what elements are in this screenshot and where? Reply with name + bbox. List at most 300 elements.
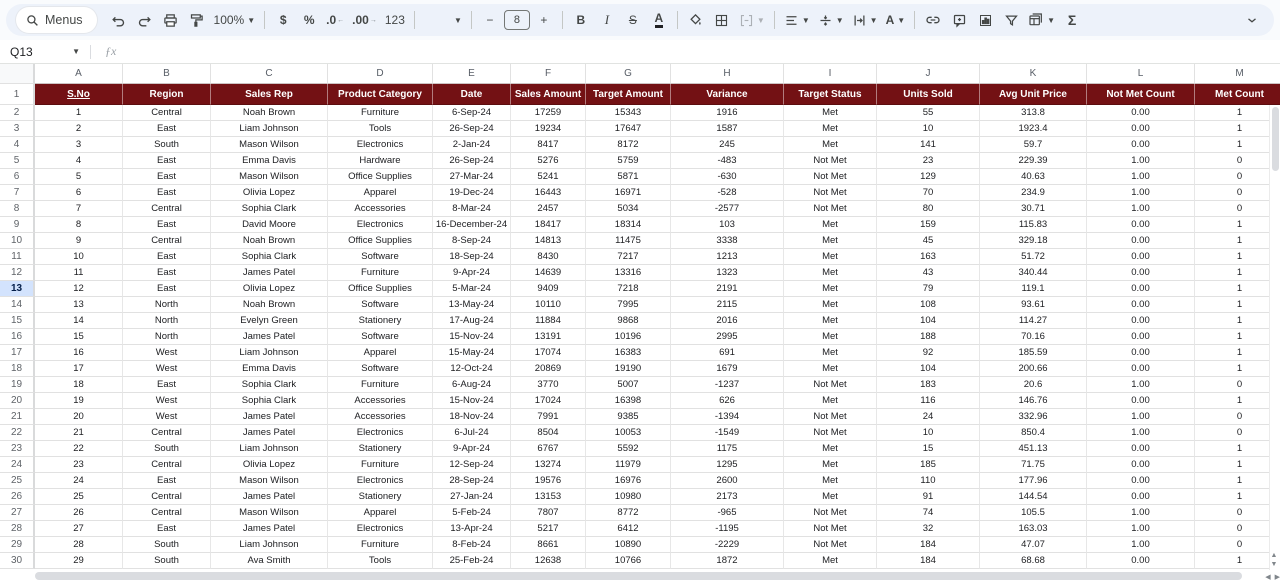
cell-K10[interactable]: [980, 233, 1087, 249]
cell-L17[interactable]: [1087, 345, 1195, 361]
cell-A21[interactable]: [35, 409, 123, 425]
cell-K18[interactable]: [980, 361, 1087, 377]
cell-D28[interactable]: [328, 521, 433, 537]
cell-L24[interactable]: [1087, 457, 1195, 473]
column-header-l[interactable]: L: [1087, 64, 1195, 84]
cell-C11[interactable]: [211, 249, 328, 265]
cell-E25[interactable]: [433, 473, 511, 489]
cell-L22[interactable]: [1087, 425, 1195, 441]
cell-A18[interactable]: [35, 361, 123, 377]
text-wrap-button[interactable]: [849, 8, 881, 32]
cell-I16[interactable]: [784, 329, 877, 345]
cell-C25[interactable]: [211, 473, 328, 489]
cell-A23[interactable]: [35, 441, 123, 457]
cell-F12[interactable]: [511, 265, 586, 281]
cell-J17[interactable]: [877, 345, 980, 361]
cell-G13[interactable]: [586, 281, 671, 297]
row-header-24[interactable]: 24: [0, 457, 35, 473]
cell-D8[interactable]: [328, 201, 433, 217]
cell-G8[interactable]: [586, 201, 671, 217]
cell-L29[interactable]: [1087, 537, 1195, 553]
cell-F28[interactable]: [511, 521, 586, 537]
cell-B11[interactable]: [123, 249, 211, 265]
cell-B24[interactable]: [123, 457, 211, 473]
row-header-29[interactable]: 29: [0, 537, 35, 553]
cell-G24[interactable]: [586, 457, 671, 473]
row-header-20[interactable]: 20: [0, 393, 35, 409]
cell-A7[interactable]: [35, 185, 123, 201]
zoom-select[interactable]: [211, 8, 259, 32]
cell-G3[interactable]: [586, 121, 671, 137]
cell-K13[interactable]: [980, 281, 1087, 297]
cell-I25[interactable]: [784, 473, 877, 489]
cell-G17[interactable]: [586, 345, 671, 361]
cell-F6[interactable]: [511, 169, 586, 185]
cell-I5[interactable]: [784, 153, 877, 169]
cell-H10[interactable]: [671, 233, 784, 249]
cell-J22[interactable]: [877, 425, 980, 441]
cell-D27[interactable]: [328, 505, 433, 521]
cell-L18[interactable]: [1087, 361, 1195, 377]
cell-L10[interactable]: [1087, 233, 1195, 249]
cell-E1[interactable]: [433, 84, 511, 105]
cell-D14[interactable]: [328, 297, 433, 313]
cell-J21[interactable]: [877, 409, 980, 425]
cell-G12[interactable]: [586, 265, 671, 281]
cell-L27[interactable]: [1087, 505, 1195, 521]
cell-K12[interactable]: [980, 265, 1087, 281]
cell-J11[interactable]: [877, 249, 980, 265]
cell-G26[interactable]: [586, 489, 671, 505]
row-header-3[interactable]: 3: [0, 121, 35, 137]
cell-C18[interactable]: [211, 361, 328, 377]
cell-L6[interactable]: [1087, 169, 1195, 185]
cell-D17[interactable]: [328, 345, 433, 361]
cell-H22[interactable]: [671, 425, 784, 441]
cell-I2[interactable]: [784, 105, 877, 121]
hide-menus-button[interactable]: [1240, 8, 1264, 32]
cell-B22[interactable]: [123, 425, 211, 441]
cell-B17[interactable]: [123, 345, 211, 361]
cell-F30[interactable]: [511, 553, 586, 569]
cell-I29[interactable]: [784, 537, 877, 553]
cell-D3[interactable]: [328, 121, 433, 137]
cell-H14[interactable]: [671, 297, 784, 313]
cell-B26[interactable]: [123, 489, 211, 505]
cell-K22[interactable]: [980, 425, 1087, 441]
cell-A8[interactable]: [35, 201, 123, 217]
cell-F15[interactable]: [511, 313, 586, 329]
cell-D21[interactable]: [328, 409, 433, 425]
cell-D20[interactable]: [328, 393, 433, 409]
cell-A17[interactable]: [35, 345, 123, 361]
cell-H30[interactable]: [671, 553, 784, 569]
cell-B19[interactable]: [123, 377, 211, 393]
cell-E17[interactable]: [433, 345, 511, 361]
cell-E13[interactable]: [433, 281, 511, 297]
cell-F8[interactable]: [511, 201, 586, 217]
cell-L16[interactable]: [1087, 329, 1195, 345]
cell-J12[interactable]: [877, 265, 980, 281]
cell-H28[interactable]: [671, 521, 784, 537]
cell-H25[interactable]: [671, 473, 784, 489]
cell-I20[interactable]: [784, 393, 877, 409]
cell-J30[interactable]: [877, 553, 980, 569]
menus-search-button[interactable]: [16, 7, 97, 33]
cell-M22[interactable]: [1195, 425, 1280, 441]
cell-J7[interactable]: [877, 185, 980, 201]
font-size-input[interactable]: [504, 10, 530, 30]
cell-A29[interactable]: [35, 537, 123, 553]
cell-D6[interactable]: [328, 169, 433, 185]
cell-D22[interactable]: [328, 425, 433, 441]
cell-C9[interactable]: [211, 217, 328, 233]
cell-K14[interactable]: [980, 297, 1087, 313]
cell-E6[interactable]: [433, 169, 511, 185]
cell-K28[interactable]: [980, 521, 1087, 537]
cell-L26[interactable]: [1087, 489, 1195, 505]
cell-M8[interactable]: [1195, 201, 1280, 217]
cell-C12[interactable]: [211, 265, 328, 281]
cell-L11[interactable]: [1087, 249, 1195, 265]
cell-C13[interactable]: [211, 281, 328, 297]
cell-J1[interactable]: [877, 84, 980, 105]
cell-F21[interactable]: [511, 409, 586, 425]
cell-H4[interactable]: [671, 137, 784, 153]
cell-L13[interactable]: [1087, 281, 1195, 297]
row-header-21[interactable]: 21: [0, 409, 35, 425]
cell-F29[interactable]: [511, 537, 586, 553]
cell-E22[interactable]: [433, 425, 511, 441]
column-header-a[interactable]: A: [35, 64, 123, 84]
cell-K29[interactable]: [980, 537, 1087, 553]
cell-D30[interactable]: [328, 553, 433, 569]
cell-K16[interactable]: [980, 329, 1087, 345]
cell-L20[interactable]: [1087, 393, 1195, 409]
cell-J29[interactable]: [877, 537, 980, 553]
column-header-c[interactable]: C: [211, 64, 328, 84]
cell-B18[interactable]: [123, 361, 211, 377]
cell-K1[interactable]: [980, 84, 1087, 105]
cell-A27[interactable]: [35, 505, 123, 521]
cell-A13[interactable]: [35, 281, 123, 297]
cell-L19[interactable]: [1087, 377, 1195, 393]
cell-H24[interactable]: [671, 457, 784, 473]
redo-button[interactable]: [133, 8, 157, 32]
cell-L5[interactable]: [1087, 153, 1195, 169]
fill-color-button[interactable]: [684, 8, 708, 32]
select-all-corner[interactable]: [0, 64, 35, 84]
cell-E10[interactable]: [433, 233, 511, 249]
cell-M13[interactable]: [1195, 281, 1280, 297]
cell-C29[interactable]: [211, 537, 328, 553]
cell-L25[interactable]: [1087, 473, 1195, 489]
row-header-30[interactable]: 30: [0, 553, 35, 569]
horizontal-scroll-arrows[interactable]: [1265, 574, 1280, 581]
cell-C17[interactable]: [211, 345, 328, 361]
cell-D18[interactable]: [328, 361, 433, 377]
vertical-scrollbar-thumb[interactable]: [1272, 107, 1279, 171]
cell-C30[interactable]: [211, 553, 328, 569]
cell-A30[interactable]: [35, 553, 123, 569]
cell-B5[interactable]: [123, 153, 211, 169]
cell-F18[interactable]: [511, 361, 586, 377]
cell-F19[interactable]: [511, 377, 586, 393]
cell-B21[interactable]: [123, 409, 211, 425]
cell-G2[interactable]: [586, 105, 671, 121]
increase-decimal-button[interactable]: .00 →: [352, 13, 377, 27]
cell-K7[interactable]: [980, 185, 1087, 201]
cell-M11[interactable]: [1195, 249, 1280, 265]
decrease-decimal-button[interactable]: .0 ←: [326, 13, 345, 27]
cell-G19[interactable]: [586, 377, 671, 393]
column-header-m[interactable]: M: [1195, 64, 1280, 84]
cell-H12[interactable]: [671, 265, 784, 281]
cell-J13[interactable]: [877, 281, 980, 297]
column-header-f[interactable]: F: [511, 64, 586, 84]
cell-K5[interactable]: [980, 153, 1087, 169]
cell-J15[interactable]: [877, 313, 980, 329]
cell-K3[interactable]: [980, 121, 1087, 137]
cell-E30[interactable]: [433, 553, 511, 569]
cell-G9[interactable]: [586, 217, 671, 233]
cell-I17[interactable]: [784, 345, 877, 361]
cell-H20[interactable]: [671, 393, 784, 409]
scroll-left-icon[interactable]: ◀: [1265, 574, 1271, 581]
cell-H17[interactable]: [671, 345, 784, 361]
format-currency-button[interactable]: [271, 8, 295, 32]
cell-K6[interactable]: [980, 169, 1087, 185]
cell-E19[interactable]: [433, 377, 511, 393]
cell-C20[interactable]: [211, 393, 328, 409]
cell-G21[interactable]: [586, 409, 671, 425]
cell-J19[interactable]: [877, 377, 980, 393]
cell-G22[interactable]: [586, 425, 671, 441]
cell-K15[interactable]: [980, 313, 1087, 329]
cell-G10[interactable]: [586, 233, 671, 249]
cell-F25[interactable]: [511, 473, 586, 489]
cell-A14[interactable]: [35, 297, 123, 313]
row-header-7[interactable]: 7: [0, 185, 35, 201]
cell-F3[interactable]: [511, 121, 586, 137]
row-header-19[interactable]: 19: [0, 377, 35, 393]
cell-G6[interactable]: [586, 169, 671, 185]
cell-M5[interactable]: [1195, 153, 1280, 169]
cell-D12[interactable]: [328, 265, 433, 281]
cell-L3[interactable]: [1087, 121, 1195, 137]
cell-A25[interactable]: [35, 473, 123, 489]
cell-G27[interactable]: [586, 505, 671, 521]
cell-E8[interactable]: [433, 201, 511, 217]
cell-D5[interactable]: [328, 153, 433, 169]
undo-button[interactable]: [107, 8, 131, 32]
cell-E3[interactable]: [433, 121, 511, 137]
cell-A5[interactable]: [35, 153, 123, 169]
scroll-up-icon[interactable]: ▲: [1270, 552, 1278, 559]
cell-C24[interactable]: [211, 457, 328, 473]
cell-D19[interactable]: [328, 377, 433, 393]
cell-E4[interactable]: [433, 137, 511, 153]
cell-G28[interactable]: [586, 521, 671, 537]
table-views-button[interactable]: [1025, 8, 1058, 32]
cell-H15[interactable]: [671, 313, 784, 329]
italic-button[interactable]: [595, 8, 619, 32]
column-header-i[interactable]: I: [784, 64, 877, 84]
cell-J26[interactable]: [877, 489, 980, 505]
cell-E5[interactable]: [433, 153, 511, 169]
cell-M7[interactable]: [1195, 185, 1280, 201]
row-header-27[interactable]: 27: [0, 505, 35, 521]
cell-F14[interactable]: [511, 297, 586, 313]
cell-H27[interactable]: [671, 505, 784, 521]
cell-B30[interactable]: [123, 553, 211, 569]
cell-F20[interactable]: [511, 393, 586, 409]
cell-M9[interactable]: [1195, 217, 1280, 233]
insert-link-button[interactable]: [921, 8, 945, 32]
cell-I13[interactable]: [784, 281, 877, 297]
cell-A4[interactable]: [35, 137, 123, 153]
cell-M4[interactable]: [1195, 137, 1280, 153]
merge-cells-button[interactable]: [736, 8, 768, 32]
cell-B6[interactable]: [123, 169, 211, 185]
cell-I22[interactable]: [784, 425, 877, 441]
cell-H7[interactable]: [671, 185, 784, 201]
cell-J20[interactable]: [877, 393, 980, 409]
cell-I15[interactable]: [784, 313, 877, 329]
cell-L23[interactable]: [1087, 441, 1195, 457]
cell-M25[interactable]: [1195, 473, 1280, 489]
cell-F5[interactable]: [511, 153, 586, 169]
cell-I23[interactable]: [784, 441, 877, 457]
cell-B20[interactable]: [123, 393, 211, 409]
cell-B14[interactable]: [123, 297, 211, 313]
cell-K19[interactable]: [980, 377, 1087, 393]
cell-E11[interactable]: [433, 249, 511, 265]
horizontal-scrollbar-thumb[interactable]: [35, 572, 1242, 580]
cell-C19[interactable]: [211, 377, 328, 393]
cell-F10[interactable]: [511, 233, 586, 249]
cell-D11[interactable]: [328, 249, 433, 265]
cell-D9[interactable]: [328, 217, 433, 233]
cell-B15[interactable]: [123, 313, 211, 329]
cell-H5[interactable]: [671, 153, 784, 169]
cell-B28[interactable]: [123, 521, 211, 537]
borders-button[interactable]: [710, 8, 734, 32]
cell-I26[interactable]: [784, 489, 877, 505]
cell-F23[interactable]: [511, 441, 586, 457]
cell-E18[interactable]: [433, 361, 511, 377]
column-header-g[interactable]: G: [586, 64, 671, 84]
cell-A28[interactable]: [35, 521, 123, 537]
cell-I28[interactable]: [784, 521, 877, 537]
cell-D25[interactable]: [328, 473, 433, 489]
cell-L12[interactable]: [1087, 265, 1195, 281]
cell-M23[interactable]: [1195, 441, 1280, 457]
cell-I12[interactable]: [784, 265, 877, 281]
cell-I11[interactable]: [784, 249, 877, 265]
cell-E23[interactable]: [433, 441, 511, 457]
row-header-11[interactable]: 11: [0, 249, 35, 265]
cell-H23[interactable]: [671, 441, 784, 457]
row-header-8[interactable]: 8: [0, 201, 35, 217]
cell-A26[interactable]: [35, 489, 123, 505]
cell-M19[interactable]: [1195, 377, 1280, 393]
cell-D2[interactable]: [328, 105, 433, 121]
cell-L1[interactable]: [1087, 84, 1195, 105]
font-family-select[interactable]: [421, 8, 465, 32]
cell-F7[interactable]: [511, 185, 586, 201]
cell-C10[interactable]: [211, 233, 328, 249]
text-rotation-button[interactable]: [883, 8, 909, 32]
cell-E16[interactable]: [433, 329, 511, 345]
cell-F11[interactable]: [511, 249, 586, 265]
cell-D13[interactable]: [328, 281, 433, 297]
cell-I24[interactable]: [784, 457, 877, 473]
insert-comment-button[interactable]: [947, 8, 971, 32]
column-header-d[interactable]: D: [328, 64, 433, 84]
strikethrough-button[interactable]: [621, 8, 645, 32]
decrease-font-size-button[interactable]: [478, 8, 502, 32]
cell-L7[interactable]: [1087, 185, 1195, 201]
cell-E21[interactable]: [433, 409, 511, 425]
cell-M16[interactable]: [1195, 329, 1280, 345]
row-header-18[interactable]: 18: [0, 361, 35, 377]
name-box[interactable]: [10, 45, 80, 59]
cell-E14[interactable]: [433, 297, 511, 313]
cell-J4[interactable]: [877, 137, 980, 153]
cell-J5[interactable]: [877, 153, 980, 169]
print-button[interactable]: [159, 8, 183, 32]
row-header-25[interactable]: 25: [0, 473, 35, 489]
cell-G4[interactable]: [586, 137, 671, 153]
text-color-button[interactable]: [647, 8, 671, 32]
cell-F26[interactable]: [511, 489, 586, 505]
cell-L2[interactable]: [1087, 105, 1195, 121]
cell-L30[interactable]: [1087, 553, 1195, 569]
cell-E7[interactable]: [433, 185, 511, 201]
row-header-22[interactable]: 22: [0, 425, 35, 441]
cell-H2[interactable]: [671, 105, 784, 121]
cell-L8[interactable]: [1087, 201, 1195, 217]
cell-L21[interactable]: [1087, 409, 1195, 425]
cell-H18[interactable]: [671, 361, 784, 377]
cell-B3[interactable]: [123, 121, 211, 137]
cell-J25[interactable]: [877, 473, 980, 489]
cell-M1[interactable]: [1195, 84, 1280, 105]
cell-D16[interactable]: [328, 329, 433, 345]
cell-K17[interactable]: [980, 345, 1087, 361]
cell-B8[interactable]: [123, 201, 211, 217]
cell-B10[interactable]: [123, 233, 211, 249]
cell-J24[interactable]: [877, 457, 980, 473]
cell-K4[interactable]: [980, 137, 1087, 153]
cell-G30[interactable]: [586, 553, 671, 569]
row-header-6[interactable]: 6: [0, 169, 35, 185]
cell-C21[interactable]: [211, 409, 328, 425]
cell-E24[interactable]: [433, 457, 511, 473]
cell-F9[interactable]: [511, 217, 586, 233]
cell-I9[interactable]: [784, 217, 877, 233]
cell-F22[interactable]: [511, 425, 586, 441]
column-header-k[interactable]: K: [980, 64, 1087, 84]
cell-C28[interactable]: [211, 521, 328, 537]
cell-J9[interactable]: [877, 217, 980, 233]
scroll-right-icon[interactable]: ▶: [1274, 574, 1280, 581]
cell-F24[interactable]: [511, 457, 586, 473]
row-header-9[interactable]: 9: [0, 217, 35, 233]
cell-K27[interactable]: [980, 505, 1087, 521]
cell-B16[interactable]: [123, 329, 211, 345]
